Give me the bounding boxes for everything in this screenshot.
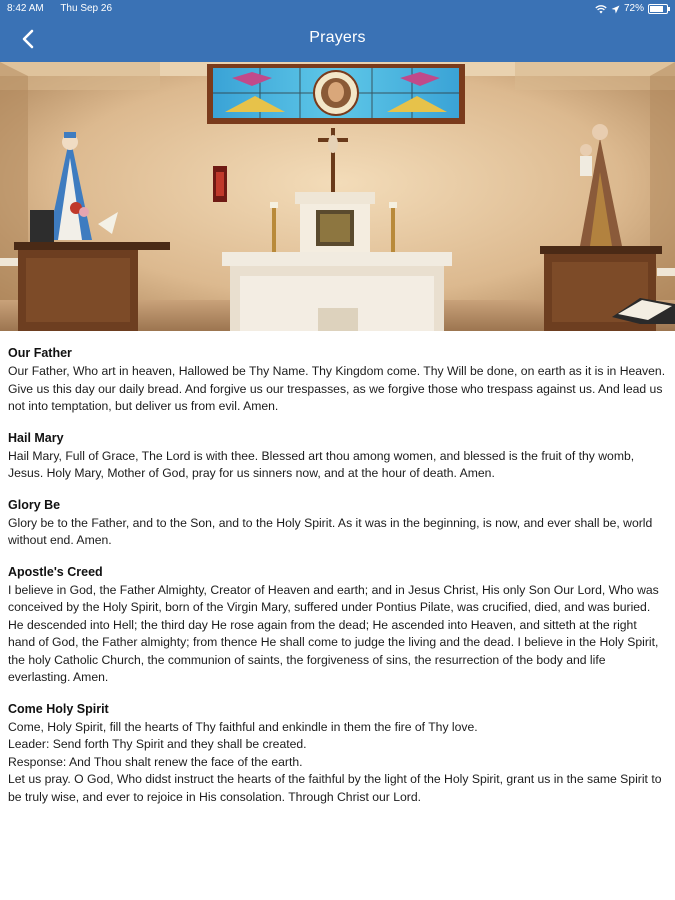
prayer-text: Glory be to the Father, and to the Son, and to the Holy Spirit. As it was in the beginning, is now, and ever shall be, world without end. Amen.	[8, 515, 653, 547]
prayer-come-holy-spirit	[8, 701, 667, 807]
prayer-title: Hail Mary	[8, 430, 64, 445]
prayer-glory-be	[8, 497, 667, 550]
prayer-hail-mary	[8, 430, 667, 483]
chapel-altar-image	[0, 62, 675, 331]
wifi-icon	[595, 5, 607, 14]
page-title: Prayers	[309, 29, 366, 46]
status-bar	[0, 0, 675, 18]
prayer-text-line: Leader: Send forth Thy Spirit and they shall be created.	[8, 737, 307, 751]
prayer-text: Hail Mary, Full of Grace, The Lord is with thee. Blessed art thou among women, and blessed is the fruit of thy womb, Jesus. Holy Mary, Mother of God, pray for us sinners now, and at the hour of death. Amen.	[8, 448, 635, 480]
prayer-text: Our Father, Who art in heaven, Hallowed be Thy Name. Thy Kingdom come. Thy Will be done, on earth as it is in Heaven. Give us this day our daily bread. And forgive us our trespasses, as we forgive those who trespass against us. And lead us not into temptation, but deliver us from evil. Amen.	[8, 364, 666, 413]
battery-icon	[648, 4, 668, 14]
status-time: 8:42 AM	[7, 3, 44, 14]
app-header	[0, 0, 675, 62]
prayer-title: Glory Be	[8, 497, 61, 512]
prayer-title: Come Holy Spirit	[8, 701, 109, 716]
status-date: Thu Sep 26	[60, 3, 113, 14]
prayer-title: Apostle's Creed	[8, 564, 103, 579]
prayer-our-father	[8, 345, 667, 416]
prayer-text-line: Response: And Thou shalt renew the face of the earth.	[8, 754, 303, 769]
battery-percent: 72%	[623, 3, 644, 14]
prayer-text: I believe in God, the Father Almighty, Creator of Heaven and earth; and in Jesus Christ, His only Son Our Lord, Who was conceived by the Holy Spirit, born of the Virgin Mary, suffered under Pontius Pilate, was crucified, died, and was buried. He descended into Hell; the third day He rose again from the dead; He ascended into Heaven, and sitteth at the right hand of God, the Father almighty; from thence He shall come to judge the living and the dead. I believe in the Holy Spirit, the holy Catholic Church, the communion of saints, the forgiveness of sins, the resurrection of the body and life everlasting. Amen.	[8, 582, 659, 684]
prayer-apostles-creed	[8, 564, 667, 687]
prayers-list	[0, 331, 675, 806]
location-arrow-icon	[611, 5, 620, 14]
prayer-text-line: Come, Holy Spirit, fill the hearts of Thy faithful and enkindle in them the fire of Thy love.	[8, 719, 478, 734]
prayer-text-line: Let us pray. O God, Who didst instruct the hearts of the faithful by the light of the Holy Spirit, grant us in the same Spirit to be truly wise, and ever to rejoice in His consolation. Through Christ our Lord.	[8, 772, 662, 804]
prayer-title: Our Father	[8, 346, 72, 360]
